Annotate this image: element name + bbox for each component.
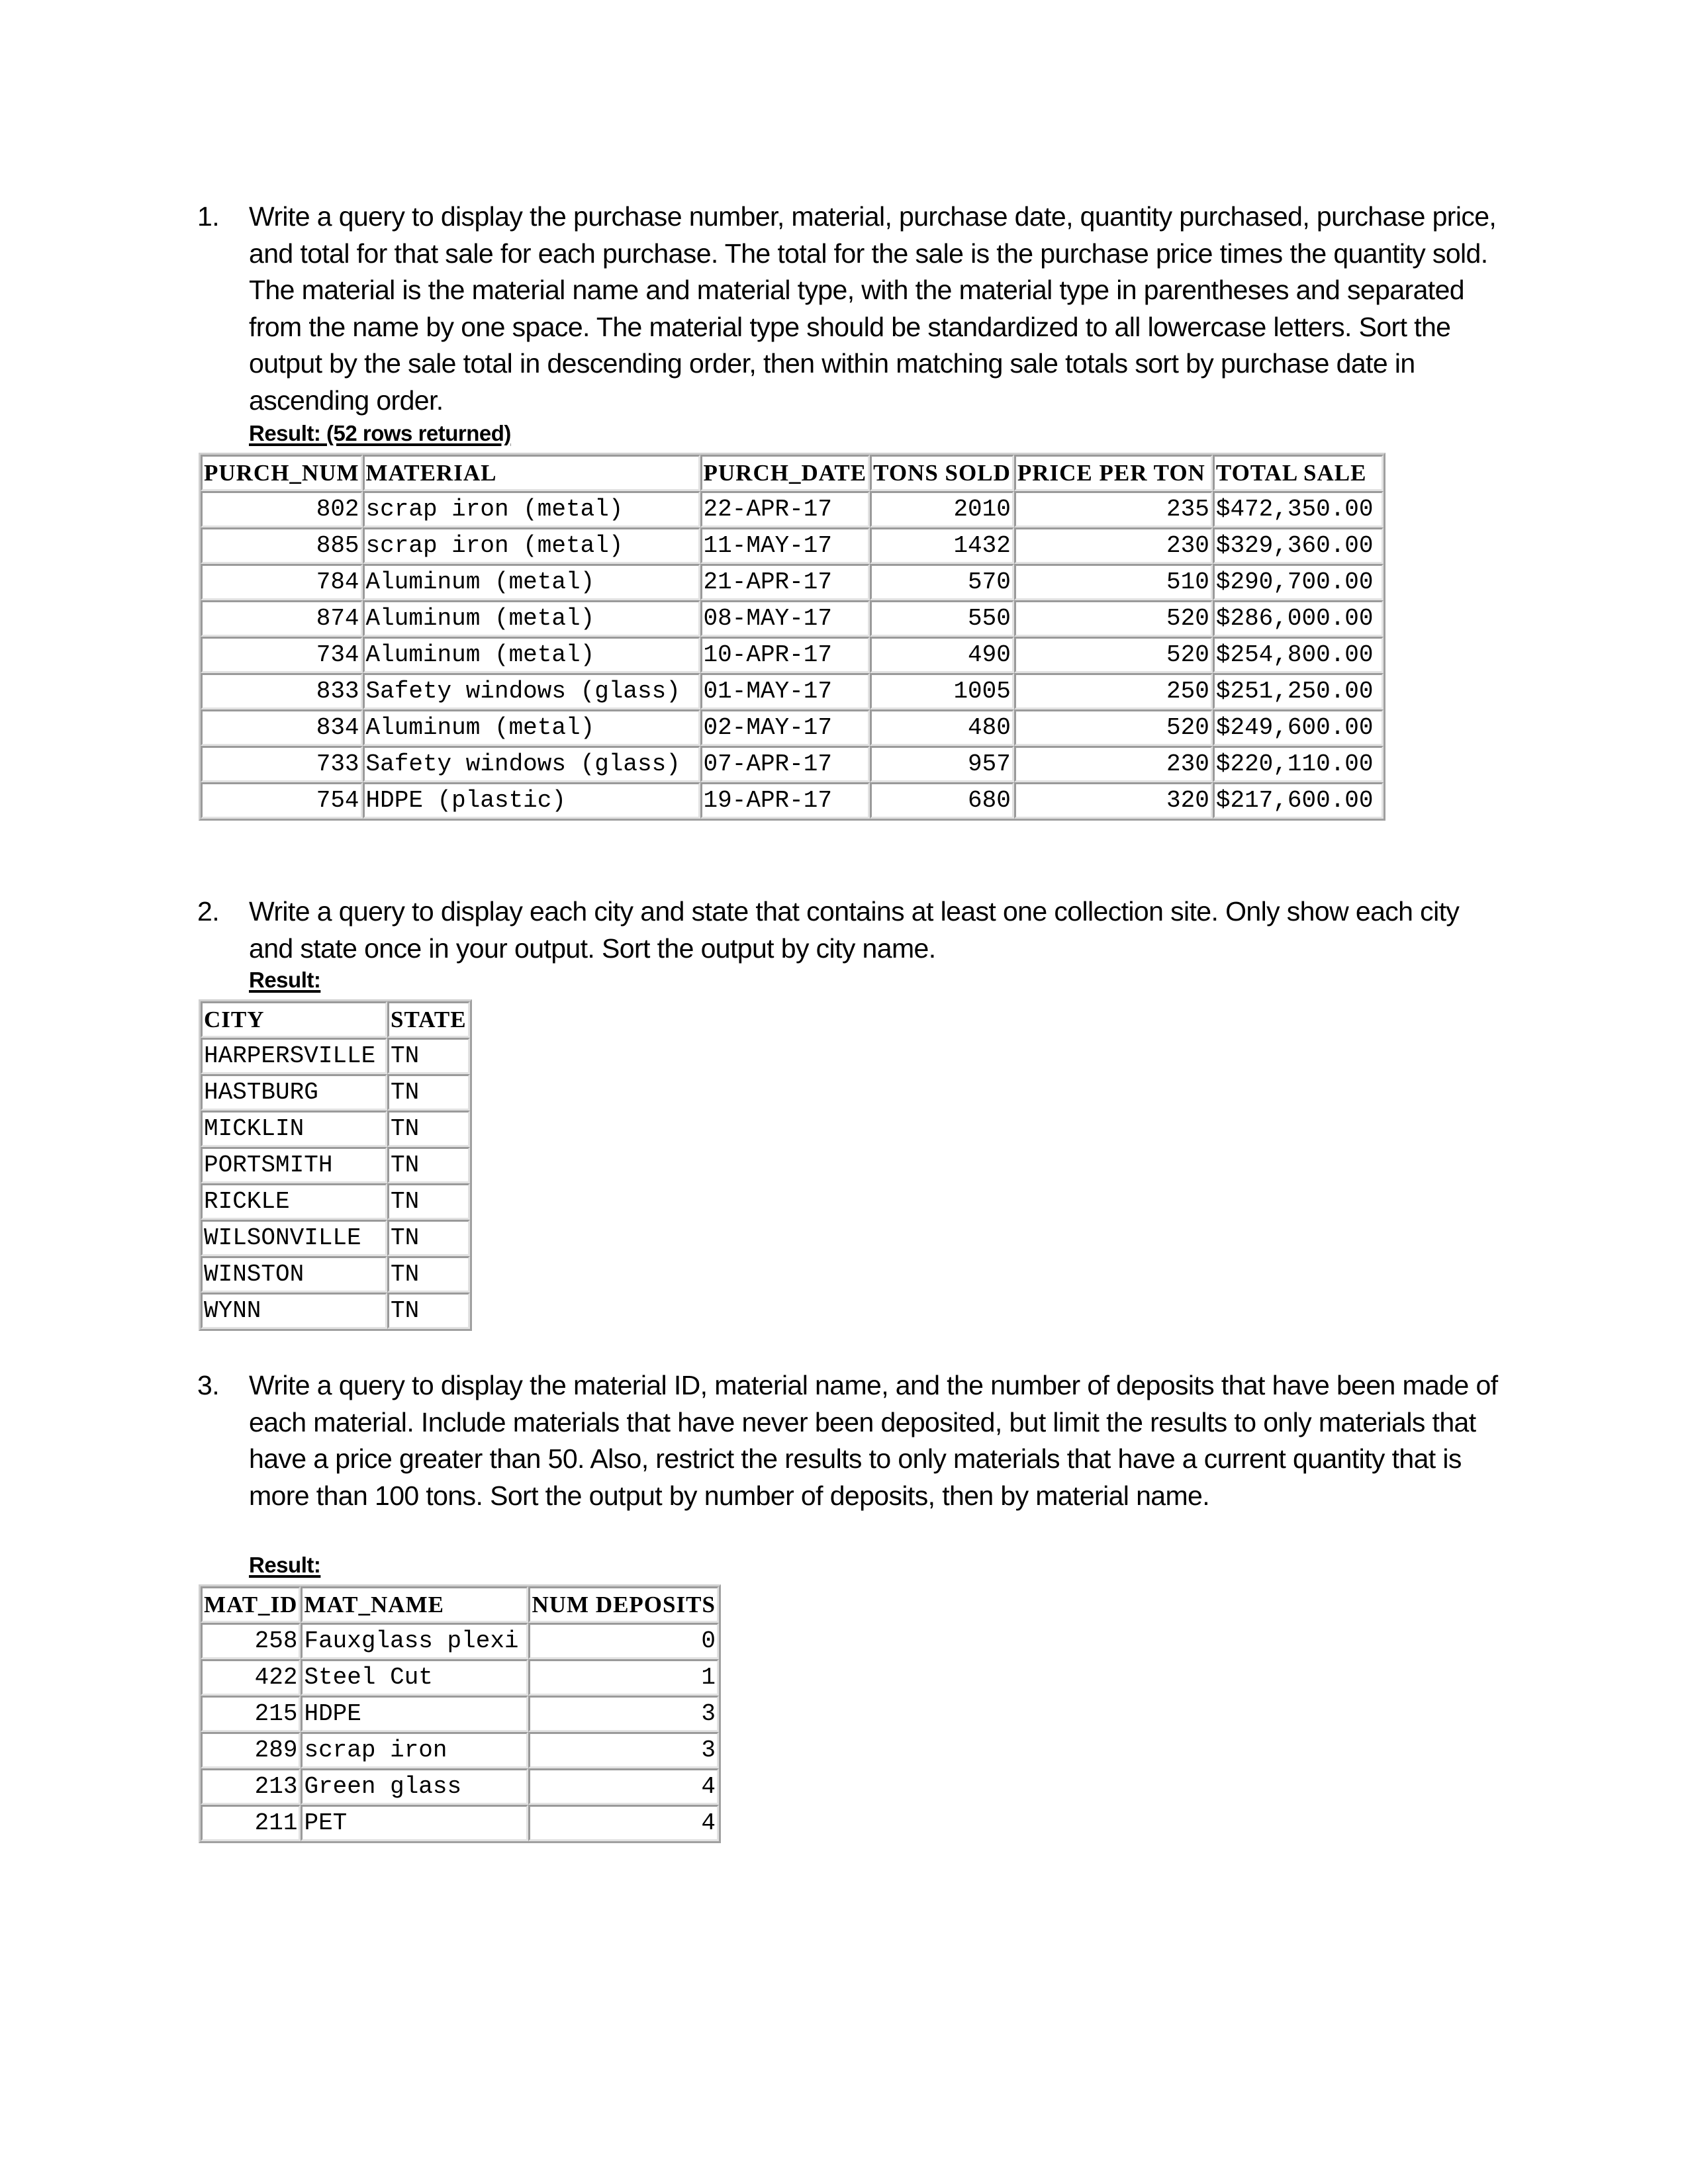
cell-material: Aluminum (metal) <box>363 600 700 637</box>
cell-mat-name: PET <box>301 1805 528 1841</box>
cell-price-per-ton: 250 <box>1014 673 1213 709</box>
cell-num-deposits: 3 <box>528 1696 718 1732</box>
cell-state: TN <box>387 1147 470 1183</box>
cell-purch-date: 22-APR-17 <box>700 491 870 527</box>
question-number: 1. <box>197 201 219 232</box>
cell-purch-num: 754 <box>201 782 363 819</box>
result-label: Result: (52 rows returned) <box>249 421 511 445</box>
cell-mat-id: 215 <box>201 1696 301 1732</box>
cell-purch-num: 733 <box>201 746 363 782</box>
cell-total-sale: $217,600.00 <box>1213 782 1383 819</box>
cell-state: TN <box>387 1111 470 1147</box>
table-row <box>201 1183 470 1220</box>
column-header-price-per-ton: PRICE PER TON <box>1014 455 1213 491</box>
cell-purch-num: 833 <box>201 673 363 709</box>
column-header-purch-num: PURCH_NUM <box>201 455 363 491</box>
column-header-mat-id: MAT_ID <box>201 1586 301 1623</box>
column-header-mat-name: MAT_NAME <box>301 1586 528 1623</box>
cell-total-sale: $249,600.00 <box>1213 709 1383 746</box>
table-row <box>201 1038 470 1074</box>
cell-material: Aluminum (metal) <box>363 709 700 746</box>
cell-purch-num: 834 <box>201 709 363 746</box>
cell-price-per-ton: 520 <box>1014 709 1213 746</box>
column-header-total-sale: TOTAL SALE <box>1213 455 1383 491</box>
cell-mat-id: 289 <box>201 1732 301 1768</box>
table-row <box>201 1147 470 1183</box>
cell-price-per-ton: 235 <box>1014 491 1213 527</box>
table-row <box>201 527 1383 564</box>
question-3 <box>197 1367 1508 1514</box>
cell-purch-num: 734 <box>201 637 363 673</box>
cell-tons-sold: 570 <box>870 564 1014 600</box>
question-number: 3. <box>197 1370 219 1400</box>
table-header-row <box>201 455 1383 491</box>
question-number: 2. <box>197 896 219 927</box>
result-table-purchases <box>199 453 1385 821</box>
cell-mat-name: Fauxglass plexi <box>301 1623 528 1659</box>
cell-tons-sold: 1432 <box>870 527 1014 564</box>
cell-mat-id: 422 <box>201 1659 301 1696</box>
question-text: Write a query to display the purchase number, material, purchase date, quantity purchased, purchase price, and total for that sale for each purchase. The total for the sale is the purchase price times the quantity sold. The material is the material name and material type, with the material type in parentheses and separated from the name by one space. The material type should be standardized to all lowercase letters. Sort the output by the sale total in descending order, then within matching sale totals sort by purchase date in ascending order. <box>249 201 1497 416</box>
table-header-row <box>201 1586 719 1623</box>
cell-state: TN <box>387 1256 470 1293</box>
cell-city: HARPERSVILLE <box>201 1038 387 1074</box>
table-row <box>201 746 1383 782</box>
result-table-materials <box>199 1584 721 1843</box>
table-row <box>201 491 1383 527</box>
cell-state: TN <box>387 1220 470 1256</box>
table-row <box>201 1623 719 1659</box>
cell-price-per-ton: 230 <box>1014 527 1213 564</box>
cell-tons-sold: 957 <box>870 746 1014 782</box>
table-row <box>201 1768 719 1805</box>
cell-total-sale: $329,360.00 <box>1213 527 1383 564</box>
table-row <box>201 782 1383 819</box>
cell-price-per-ton: 510 <box>1014 564 1213 600</box>
table-row <box>201 564 1383 600</box>
table-header-row <box>201 1001 470 1038</box>
cell-total-sale: $472,350.00 <box>1213 491 1383 527</box>
cell-purch-date: 11-MAY-17 <box>700 527 870 564</box>
cell-state: TN <box>387 1183 470 1220</box>
cell-state: TN <box>387 1074 470 1111</box>
column-header-material: MATERIAL <box>363 455 700 491</box>
cell-mat-name: Green glass <box>301 1768 528 1805</box>
cell-mat-id: 211 <box>201 1805 301 1841</box>
table-row <box>201 1256 470 1293</box>
cell-tons-sold: 2010 <box>870 491 1014 527</box>
cell-material: Safety windows (glass) <box>363 673 700 709</box>
cell-purch-date: 07-APR-17 <box>700 746 870 782</box>
cell-num-deposits: 4 <box>528 1805 718 1841</box>
cell-purch-date: 10-APR-17 <box>700 637 870 673</box>
cell-city: RICKLE <box>201 1183 387 1220</box>
table-row <box>201 709 1383 746</box>
cell-material: scrap iron (metal) <box>363 527 700 564</box>
cell-mat-id: 213 <box>201 1768 301 1805</box>
column-header-state: STATE <box>387 1001 470 1038</box>
table-row <box>201 1220 470 1256</box>
result-label: Result: <box>249 968 321 992</box>
column-header-purch-date: PURCH_DATE <box>700 455 870 491</box>
cell-purch-date: 21-APR-17 <box>700 564 870 600</box>
cell-num-deposits: 3 <box>528 1732 718 1768</box>
cell-num-deposits: 4 <box>528 1768 718 1805</box>
cell-city: WINSTON <box>201 1256 387 1293</box>
cell-total-sale: $251,250.00 <box>1213 673 1383 709</box>
cell-material: scrap iron (metal) <box>363 491 700 527</box>
cell-city: WYNN <box>201 1293 387 1329</box>
table-row <box>201 1074 470 1111</box>
cell-purch-date: 08-MAY-17 <box>700 600 870 637</box>
question-text: Write a query to display the material ID, material name, and the number of deposits that have been made of each material. Include materials that have never been deposited, but limit the results to only materials that have a price greater than 50. Also, restrict the results to only materials that have a current quantity that is more than 100 tons. Sort the output by number of deposits, then by material name. <box>249 1370 1498 1511</box>
column-header-tons-sold: TONS SOLD <box>870 455 1014 491</box>
cell-price-per-ton: 520 <box>1014 637 1213 673</box>
cell-mat-id: 258 <box>201 1623 301 1659</box>
table-row <box>201 600 1383 637</box>
cell-purch-num: 802 <box>201 491 363 527</box>
result-label: Result: <box>249 1553 321 1577</box>
table-row <box>201 1111 470 1147</box>
cell-material: HDPE (plastic) <box>363 782 700 819</box>
cell-tons-sold: 480 <box>870 709 1014 746</box>
cell-price-per-ton: 520 <box>1014 600 1213 637</box>
cell-total-sale: $290,700.00 <box>1213 564 1383 600</box>
question-2 <box>197 893 1508 967</box>
cell-material: Safety windows (glass) <box>363 746 700 782</box>
cell-num-deposits: 0 <box>528 1623 718 1659</box>
cell-tons-sold: 1005 <box>870 673 1014 709</box>
cell-tons-sold: 490 <box>870 637 1014 673</box>
cell-num-deposits: 1 <box>528 1659 718 1696</box>
cell-material: Aluminum (metal) <box>363 637 700 673</box>
table-row <box>201 673 1383 709</box>
question-text: Write a query to display each city and state that contains at least one collection site. Only show each city and state once in your output. Sort the output by city name. <box>249 896 1460 964</box>
cell-purch-num: 874 <box>201 600 363 637</box>
column-header-num-deposits: NUM DEPOSITS <box>528 1586 718 1623</box>
cell-purch-date: 19-APR-17 <box>700 782 870 819</box>
cell-city: PORTSMITH <box>201 1147 387 1183</box>
column-header-city: CITY <box>201 1001 387 1038</box>
result-table-cities <box>199 999 472 1331</box>
cell-mat-name: scrap iron <box>301 1732 528 1768</box>
table-row <box>201 1805 719 1841</box>
cell-city: WILSONVILLE <box>201 1220 387 1256</box>
cell-purch-date: 02-MAY-17 <box>700 709 870 746</box>
table-row <box>201 1293 470 1329</box>
table-row <box>201 1732 719 1768</box>
cell-mat-name: HDPE <box>301 1696 528 1732</box>
cell-total-sale: $220,110.00 <box>1213 746 1383 782</box>
cell-total-sale: $254,800.00 <box>1213 637 1383 673</box>
cell-tons-sold: 550 <box>870 600 1014 637</box>
cell-state: TN <box>387 1293 470 1329</box>
cell-mat-name: Steel Cut <box>301 1659 528 1696</box>
cell-purch-num: 885 <box>201 527 363 564</box>
cell-tons-sold: 680 <box>870 782 1014 819</box>
cell-city: MICKLIN <box>201 1111 387 1147</box>
cell-city: HASTBURG <box>201 1074 387 1111</box>
cell-material: Aluminum (metal) <box>363 564 700 600</box>
table-row <box>201 1659 719 1696</box>
cell-price-per-ton: 230 <box>1014 746 1213 782</box>
table-row <box>201 637 1383 673</box>
cell-state: TN <box>387 1038 470 1074</box>
cell-purch-num: 784 <box>201 564 363 600</box>
table-row <box>201 1696 719 1732</box>
cell-price-per-ton: 320 <box>1014 782 1213 819</box>
cell-purch-date: 01-MAY-17 <box>700 673 870 709</box>
question-1 <box>197 199 1508 419</box>
cell-total-sale: $286,000.00 <box>1213 600 1383 637</box>
